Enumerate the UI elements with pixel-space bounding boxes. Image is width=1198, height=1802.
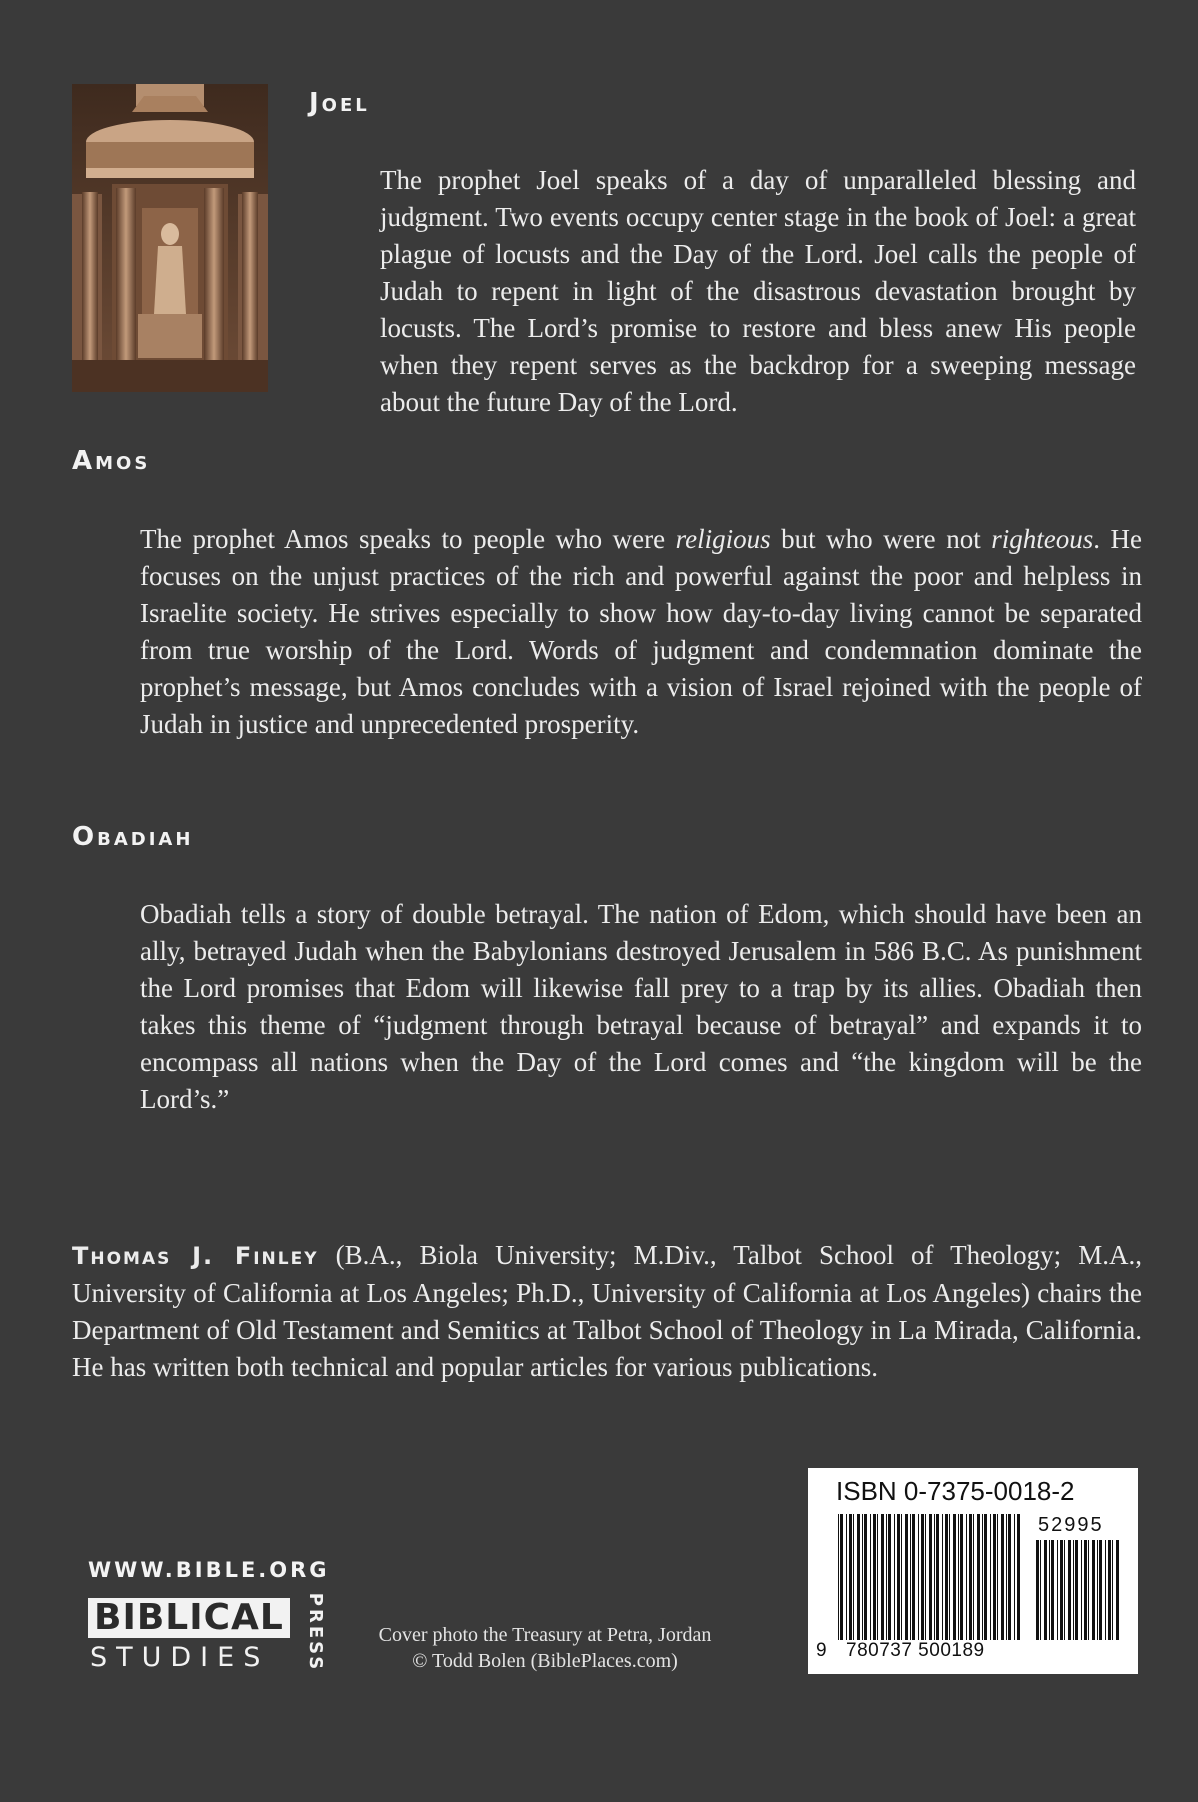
barcode-bar [846,1514,847,1640]
barcode-bar [864,1514,867,1640]
barcode-bar [1006,1514,1007,1640]
barcode-bar [1036,1540,1039,1640]
barcode-bar [942,1514,943,1640]
barcode-bar [1017,1514,1020,1640]
barcode-bar [894,1514,895,1640]
author-bio [72,1237,1142,1386]
barcode-bar [1057,1540,1058,1640]
barcode-bar [1105,1540,1106,1640]
barcode-bar [984,1514,987,1640]
barcode-bar [840,1514,843,1640]
amos-text-part: . He focuses on the unjust practices of the rich and powerful against the poor and helpless in Israelite society. He strives especially to show how day-to-day living cannot be separated from true worship of the Lord. Words of judgment and condemnation dominate the prophet’s message, but Amos concludes with a vision of Israel rejoined with the people of Judah in justice and unprecedented prosperity. [140,524,1142,739]
amos-heading: Amos [72,446,151,476]
logo-biblical-text: BIBLICAL [88,1598,290,1638]
obadiah-heading: Obadiah [72,822,194,852]
petra-treasury-illustration [72,84,268,392]
barcode-bar [897,1514,900,1640]
author-name: Thomas J. Finley [72,1242,319,1270]
amos-text-part: The prophet Amos speaks to people who were [140,524,676,554]
barcode-bar [934,1514,935,1640]
barcode-bar [966,1514,967,1640]
emphasis-religious: religious [675,524,771,554]
barcode-bar [997,1514,998,1640]
price-code: 52995 [1038,1514,1104,1536]
barcode-bar [973,1514,974,1640]
barcode-bar [838,1514,839,1640]
joel-description: The prophet Joel speaks of a day of unparalleled blessing and judgment. Two events occupy center stage in the book of Joel: a great plague of locusts and the Day of the Lord. Joel calls the people of Judah to repent in light of the disastrous devastation brought by locusts. The Lord’s promise to restore and bless anew His people when they repent serves as the backdrop for a sweeping message about the future Day of the Lord. [380,165,1136,417]
barcode-bar [925,1514,926,1640]
barcode-bar [1112,1540,1113,1640]
barcode-bar [1049,1540,1050,1640]
barcode-bar [1051,1540,1054,1640]
barcode-bar [1014,1514,1015,1640]
barcode-bar [881,1514,884,1640]
barcode-bar [1084,1540,1087,1640]
barcode-bar [949,1514,950,1640]
logo-press-vertical [298,1592,327,1673]
barcode-bar [1073,1540,1074,1640]
logo-press-text: PRESS [305,1592,327,1673]
obadiah-description: Obadiah tells a story of double betrayal. The nation of Edom, which should have been an ally, betrayed Judah when the Babylonians destroyed Jerusalem in 586 B.C. As punishment the Lord promises that Edom will likewise fall prey to a trap by its allies. Obadiah then takes this theme of “judgment through betrayal because of betrayal” and expands it to encompass all nations when the Day of the Lord comes and “the kingdom will be the Lord’s.” [140,899,1142,1114]
barcode-bar [977,1514,980,1640]
publisher-website[interactable]: WWW.BIBLE.ORG [88,1558,330,1582]
petra-treasury-photo [72,84,268,392]
barcode-bar [873,1514,876,1640]
barcode-bar [905,1514,908,1640]
credit-line-2: © Todd Bolen (BiblePlaces.com) [412,1650,678,1672]
barcode-bar [901,1514,902,1640]
barcode-bar [1108,1540,1111,1640]
barcode-bar [953,1514,956,1640]
barcode-bar [1060,1540,1063,1640]
barcode-bar [1116,1540,1119,1640]
barcode-bar [982,1514,983,1640]
barcode-lead-digit: 9 [816,1640,827,1661]
barcode-bar [936,1514,939,1640]
barcode-bar [993,1514,996,1640]
barcode-bar [945,1514,948,1640]
barcode-bar [1075,1540,1078,1640]
barcode-digits: 780737 500189 [846,1640,985,1661]
barcode-bar [886,1514,887,1640]
amos-text-part: but who were not [770,524,992,554]
barcode-bar [1092,1540,1095,1640]
barcode-bar [1088,1540,1089,1640]
isbn-number: ISBN 0-7375-0018-2 [836,1476,1075,1506]
biblical-studies-press-logo [88,1592,328,1673]
barcode-bar [870,1514,871,1640]
barcode-bar [960,1514,963,1640]
logo-studies-text: STUDIES [90,1642,270,1673]
barcode-bar [969,1514,972,1640]
barcode-bar [849,1514,852,1640]
credit-line-1: Cover photo the Treasury at Petra, Jordan [378,1624,712,1646]
barcode-bar [910,1514,911,1640]
barcode-bar [990,1514,991,1640]
barcode-bar [888,1514,891,1640]
barcode-bar [1040,1540,1041,1640]
joel-heading: Joel [309,88,370,118]
barcode-bar [1008,1514,1011,1640]
barcode-bar [1097,1540,1098,1640]
barcode-bar [1001,1514,1004,1640]
barcode-bar [857,1514,860,1640]
barcode-bar [877,1514,878,1640]
barcode-bar [853,1514,854,1640]
barcode-bar [1064,1540,1065,1640]
barcode-bar [912,1514,915,1640]
emphasis-righteous: righteous [991,524,1094,554]
isbn-barcode-block [808,1468,1138,1674]
barcode-bar [958,1514,959,1640]
barcode-bar [862,1514,863,1640]
barcode-bar [1099,1540,1102,1640]
barcode-bar [1068,1540,1071,1640]
barcode-bar [1081,1540,1082,1640]
barcode-bar [929,1514,932,1640]
amos-description [140,521,1142,743]
cover-photo-credit [360,1622,730,1674]
barcode-bar [1044,1540,1047,1640]
barcode-bar [921,1514,924,1640]
author-credentials: (B.A., Biola University; M.Div., Talbot School of Theology; M.A., University of California at Los Angeles; Ph.D., University of California at Los Angeles) chairs the Department of Old Testament and Semitics at Talbot School of Theology in La Mirada, California. He has written both technical and popular articles for various publications. [72,1240,1142,1382]
barcode-bar [918,1514,919,1640]
